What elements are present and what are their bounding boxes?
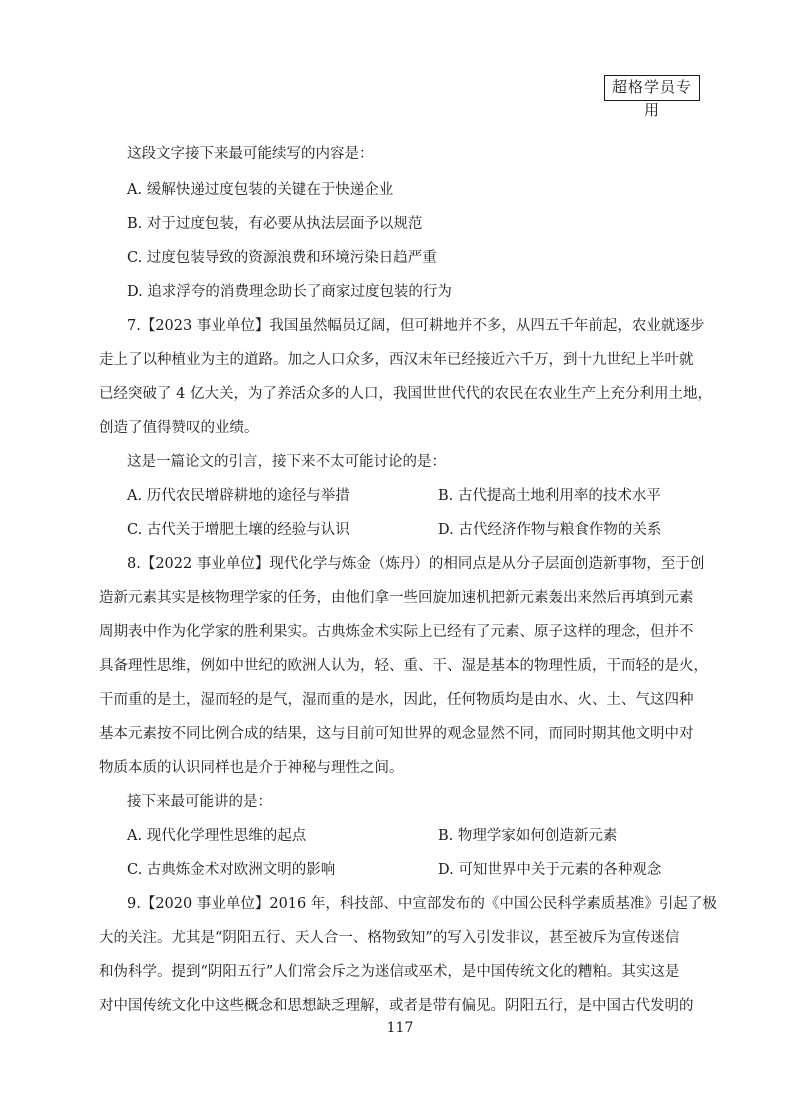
option-d: D. 追求浮夸的消费理念助长了商家过度包装的行为: [127, 284, 452, 300]
option-d: D. 古代经济作物与粮食作物的关系: [438, 522, 662, 538]
question-8-line-6: 基本元素按不同比例合成的结果，这与目前可知世界的观念显然不同，而同时期其他文明中对: [99, 726, 694, 742]
option-b: B. 对于过度包装，有必要从执法层面予以规范: [127, 216, 423, 232]
question-prompt: 接下来最可能讲的是：: [127, 794, 272, 810]
option-a: A. 缓解快递过度包装的关键在于快递企业: [127, 182, 394, 198]
student-only-badge: 超格学员专用: [604, 75, 700, 101]
question-prompt: 这是一篇论文的引言，接下来不太可能讨论的是：: [127, 454, 446, 470]
question-8-line-5: 干而重的是土，湿而轻的是气，湿而重的是水，因此，任何物质均是由水、火、土、气这四种: [99, 692, 694, 708]
option-d: D. 可知世界中关于元素的各种观念: [438, 862, 662, 878]
question-8-line-4: 具备理性思维，例如中世纪的欧洲人认为，轻、重、干、湿是基本的物理性质，干而轻的是火，: [99, 658, 708, 674]
question-8-line-1: 8.【2022 事业单位】现代化学与炼金（炼丹）的相同点是从分子层面创造新事物，至于创: [127, 556, 705, 572]
option-c: C. 古典炼金术对欧洲文明的影响: [127, 862, 336, 878]
question-9-line-4: 对中国传统文化中这些概念和思想缺乏理解，或者是带有偏见。阴阳五行，是中国古代发明的: [99, 998, 694, 1014]
question-8-line-2: 造新元素其实是核物理学家的任务，由他们拿一些回旋加速机把新元素轰出来然后再填到元素: [99, 590, 694, 606]
option-b: B. 物理学家如何创造新元素: [438, 828, 618, 844]
question-8-line-7: 物质本质的认识同样也是介于神秘与理性之间。: [99, 760, 404, 776]
option-a: A. 历代农民增辟耕地的途径与举措: [127, 488, 350, 504]
question-9-line-3: 和伪科学。提到“阴阳五行”人们常会斥之为迷信或巫术，是中国传统文化的糟粕。其实这是: [99, 964, 680, 980]
option-a: A. 现代化学理性思维的起点: [127, 828, 307, 844]
question-9-line-1: 9.【2020 事业单位】2016 年，科技部、中宣部发布的《中国公民科学素质基准》引起了极: [127, 896, 717, 912]
option-c: C. 过度包装导致的资源浪费和环境污染日趋严重: [127, 250, 437, 266]
question-7-line-4: 创造了值得赞叹的业绩。: [99, 420, 259, 436]
page-number: 117: [386, 1020, 414, 1036]
option-b: B. 古代提高土地利用率的技术水平: [438, 488, 661, 504]
question-7-line-2: 走上了以种植业为主的道路。加之人口众多，西汉末年已经接近六千万，到十九世纪上半叶就: [99, 352, 694, 368]
question-8-line-3: 周期表中作为化学家的胜利果实。古典炼金术实际上已经有了元素、原子这样的理念，但并不: [99, 624, 694, 640]
question-prompt: 这段文字接下来最可能续写的内容是：: [127, 146, 374, 162]
question-7-line-1: 7.【2023 事业单位】我国虽然幅员辽阔，但可耕地并不多，从四五千年前起，农业就逐步: [127, 318, 705, 334]
question-9-line-2: 大的关注。尤其是“阴阳五行、天人合一、格物致知”的写入引发非议，甚至被斥为宣传迷信: [99, 930, 680, 946]
question-7-line-3: 已经突破了 4 亿大关，为了养活众多的人口，我国世世代代的农民在农业生产上充分利用土地，: [99, 386, 712, 402]
page-content: [99, 145, 717, 1015]
option-c: C. 古代关于增肥土壤的经验与认识: [127, 522, 350, 538]
